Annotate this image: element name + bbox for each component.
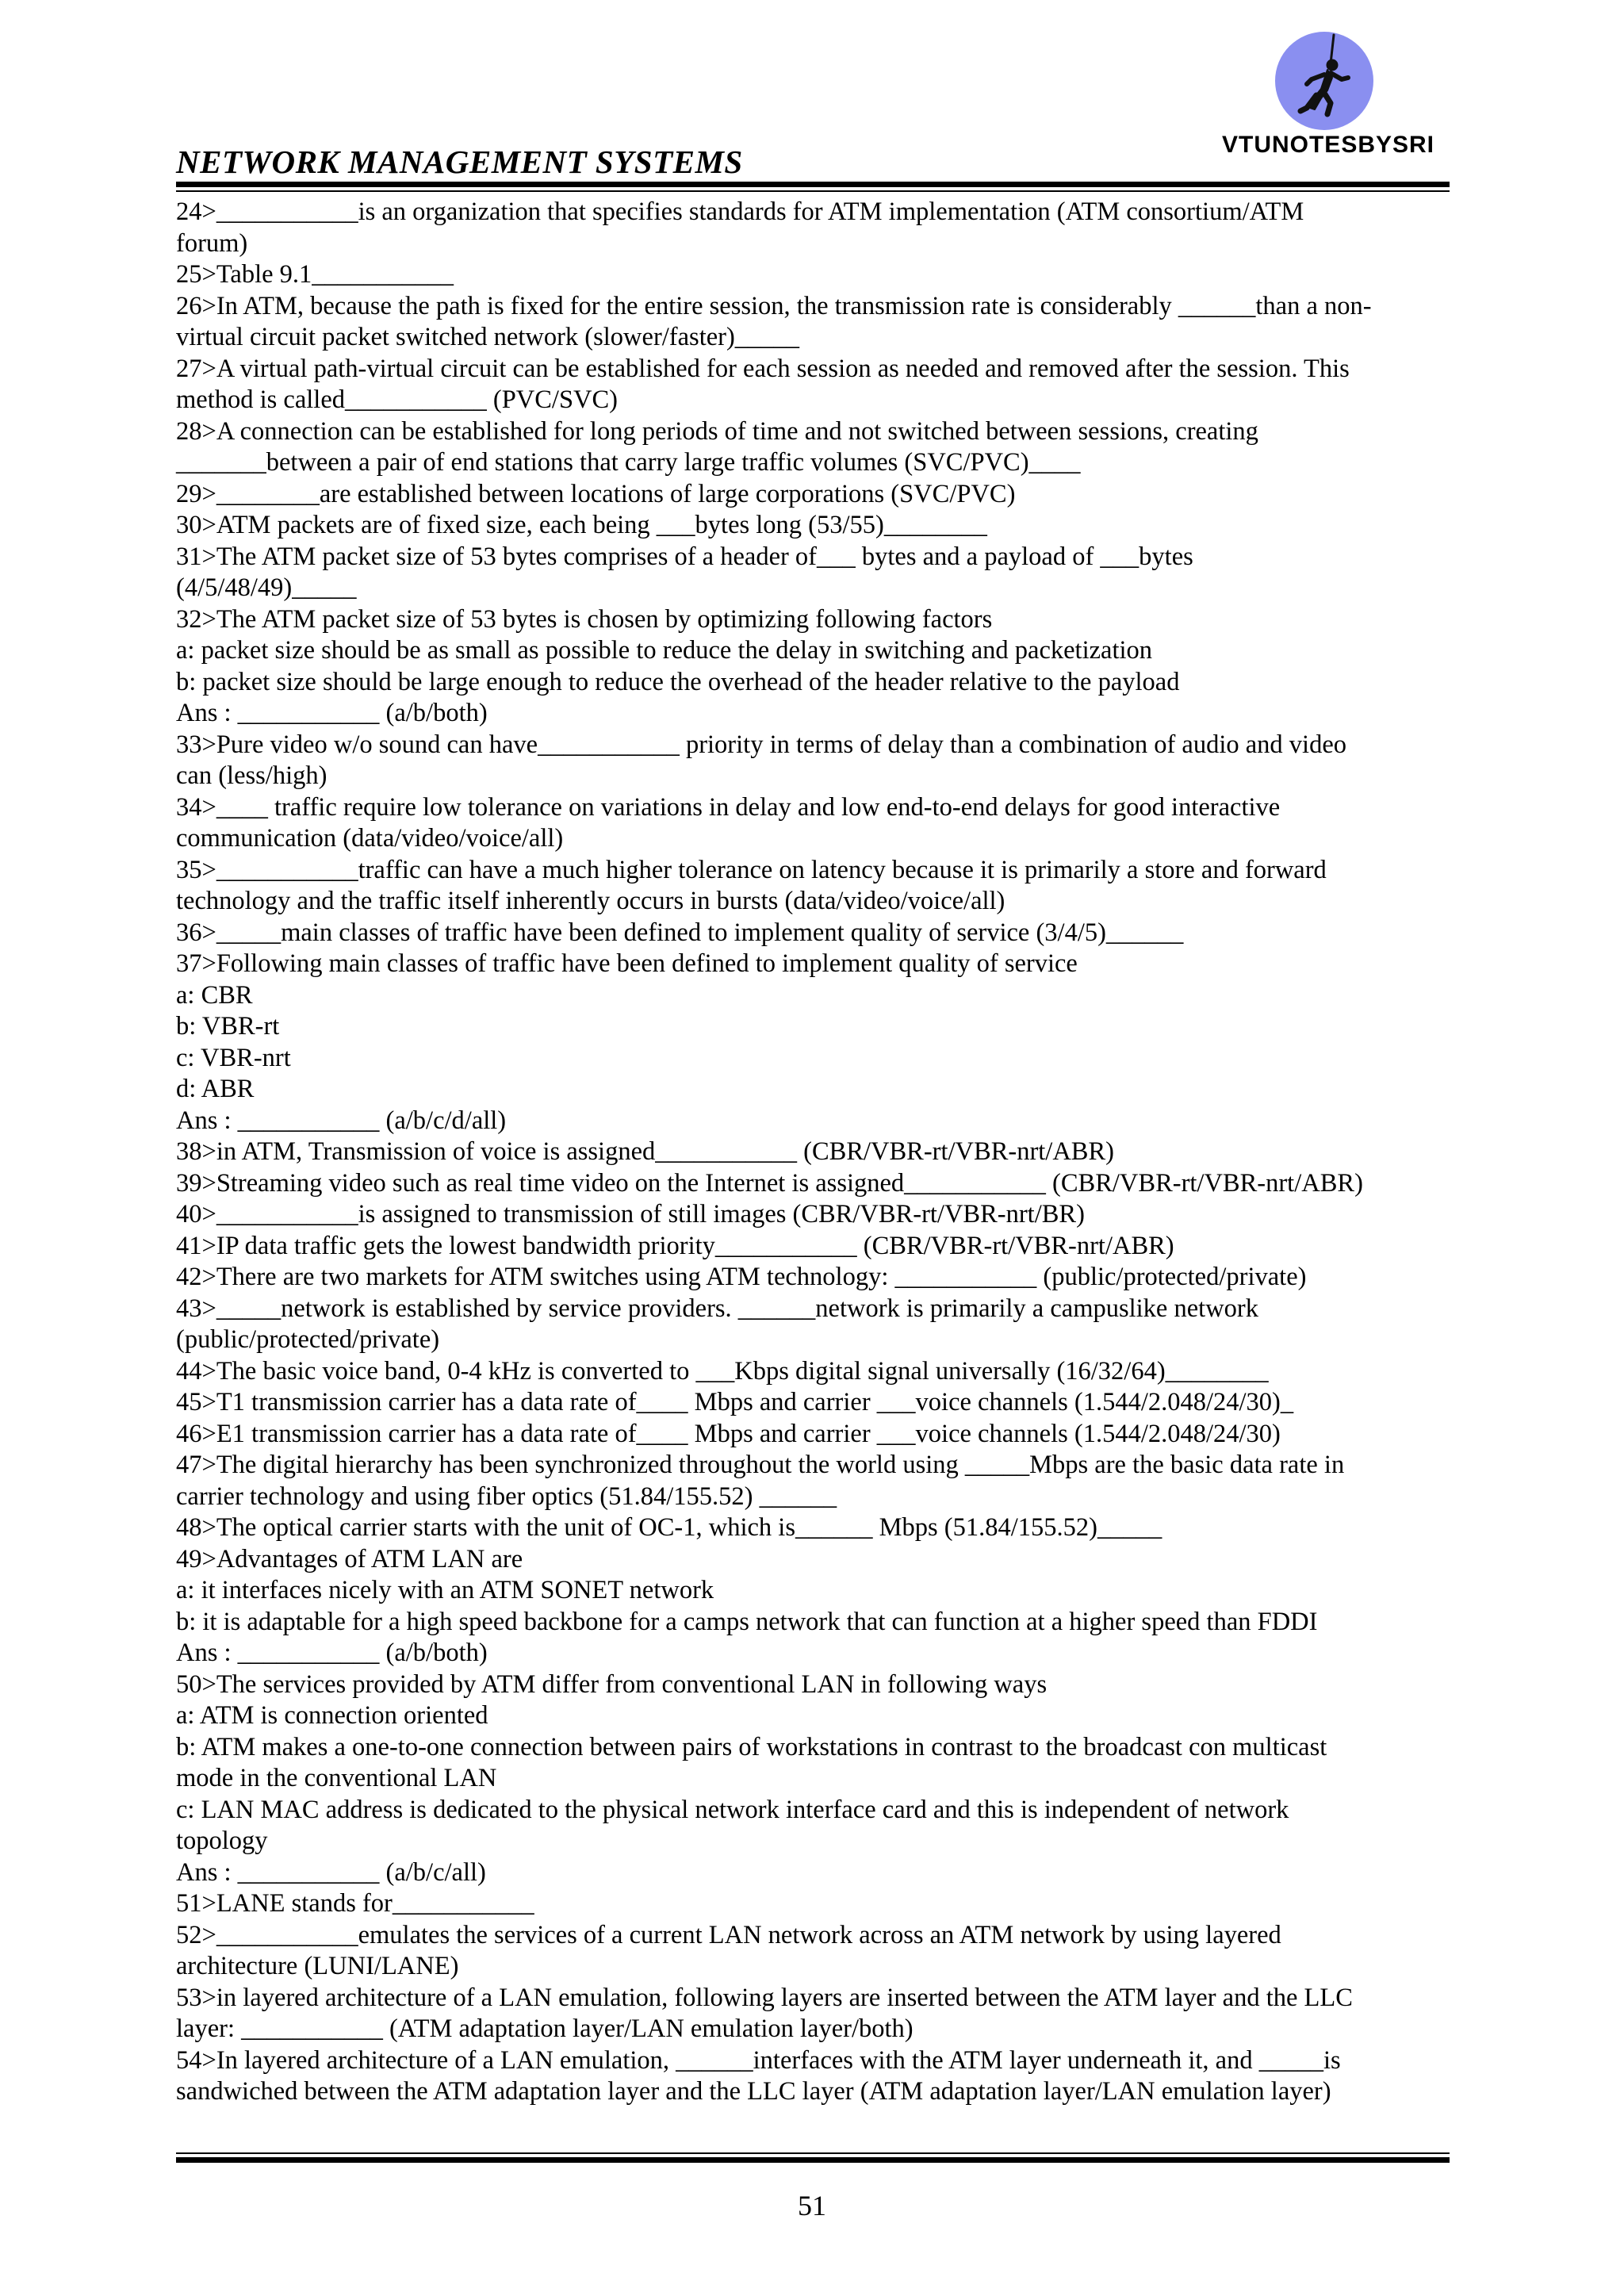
text-line: 49>Advantages of ATM LAN are [176,1544,523,1573]
text-line: c: VBR-nrt [176,1043,291,1072]
text-line: b: it is adaptable for a high speed backbone for a camps network that can function at a higher speed than FDDI [176,1607,1318,1636]
text-line: 32>The ATM packet size of 53 bytes is chosen by optimizing following factors [176,604,993,634]
footer-rule-thin [176,2152,1450,2154]
header-rule-thin [176,190,1450,192]
text-line: 54>In layered architecture of a LAN emulation, ______interfaces with the ATM layer underneath it, and _____is [176,2045,1341,2075]
text-line: communication (data/video/voice/all) [176,824,564,853]
text-line: 42>There are two markets for ATM switches using ATM technology: ___________ (public/protected/private) [176,1263,1307,1291]
climber-logo-icon [1275,32,1373,130]
text-line: 48>The optical carrier starts with the unit of OC-1, which is______ Mbps (51.84/155.52)_____ [176,1513,1162,1542]
text-line: can (less/high) [176,761,327,790]
climber-logo [1275,32,1373,130]
text-line: technology and the traffic itself inherently occurs in bursts (data/video/voice/all) [176,887,1005,915]
text-line: 31>The ATM packet size of 53 bytes comprises of a header of___ bytes and a payload of ___bytes [176,542,1193,571]
text-line: Ans : ___________ (a/b/both) [176,699,488,727]
text-line: 38>in ATM, Transmission of voice is assigned___________ (CBR/VBR-rt/VBR-nrt/ABR) [176,1137,1114,1166]
text-line: forum) [176,228,248,258]
text-line: (public/protected/private) [176,1325,440,1354]
text-line: 33>Pure video w/o sound can have___________ priority in terms of delay than a combination of audio and video [176,730,1347,759]
header-rule-thick [176,182,1450,187]
text-line: layer: ___________ (ATM adaptation layer/LAN emulation layer/both) [176,2014,914,2043]
text-line: 50>The services provided by ATM differ from conventional LAN in following ways [176,1669,1048,1699]
text-line: a: it interfaces nicely with an ATM SONET network [176,1576,714,1604]
text-line: 43>_____network is established by service providers. ______network is primarily a campuslike network [176,1294,1258,1323]
text-line: Ans : ___________ (a/b/c/all) [176,1857,486,1887]
text-line: method is called___________ (PVC/SVC) [176,385,618,414]
text-line: sandwiched between the ATM adaptation layer and the LLC layer (ATM adaptation layer/LAN emulation layer) [176,2077,1331,2106]
text-line: 45>T1 transmission carrier has a data rate of____ Mbps and carrier ___voice channels (1.544/2.048/24/30)_ [176,1388,1294,1416]
text-line: 40>___________is assigned to transmission of still images (CBR/VBR-rt/VBR-nrt/BR) [176,1200,1085,1228]
text-line: 35>___________traffic can have a much higher tolerance on latency because it is primarily a store and forward [176,855,1327,884]
text-line: 47>The digital hierarchy has been synchronized throughout the world using _____Mbps are the basic data rate in [176,1451,1345,1479]
text-line: b: VBR-rt [176,1012,280,1041]
text-line: 36>_____main classes of traffic have been defined to implement quality of service (3/4/5)______ [176,918,1184,947]
text-line: a: ATM is connection oriented [176,1701,488,1730]
text-line: virtual circuit packet switched network (slower/faster)_____ [176,323,800,351]
text-line: 26>In ATM, because the path is fixed for the entire session, the transmission rate is considerably ______than a non- [176,291,1372,320]
text-line: b: ATM makes a one-to-one connection between pairs of workstations in contrast to the broadcast con multicast [176,1732,1327,1761]
text-line: Ans : ___________ (a/b/c/d/all) [176,1106,507,1135]
text-line: 27>A virtual path-virtual circuit can be established for each session as needed and removed after the session. This [176,354,1350,383]
text-line: Ans : ___________ (a/b/both) [176,1639,488,1667]
text-line: mode in the conventional LAN [176,1764,497,1792]
document-title: NETWORK MANAGEMENT SYSTEMS [176,144,743,180]
text-line: 30>ATM packets are of fixed size, each being ___bytes long (53/55)________ [176,511,987,539]
text-line: a: packet size should be as small as possible to reduce the delay in switching and packetization [176,636,1153,665]
text-line: 46>E1 transmission carrier has a data rate of____ Mbps and carrier ___voice channels (1.544/2.048/24/30) [176,1419,1281,1448]
text-line: carrier technology and using fiber optics (51.84/155.52) ______ [176,1481,837,1511]
text-line: 39>Streaming video such as real time video on the Internet is assigned___________ (CBR/VBR-rt/VBR-nrt/ABR) [176,1168,1363,1198]
text-line: 34>____ traffic require low tolerance on variations in delay and low end-to-end delays for good interactive [176,792,1281,822]
text-line: a: CBR [176,980,253,1010]
text-line: topology [176,1826,268,1855]
text-line: 51>LANE stands for___________ [176,1889,534,1918]
text-line: (4/5/48/49)_____ [176,573,357,602]
page-number: 51 [798,2190,826,2221]
text-line: 44>The basic voice band, 0-4 kHz is converted to ___Kbps digital signal universally (16/32/64)________ [176,1356,1269,1386]
question-list [176,197,1453,2108]
footer-rule-thick [176,2157,1450,2163]
text-line: d: ABR [176,1075,255,1103]
text-line: 29>________are established between locations of large corporations (SVC/PVC) [176,479,1016,508]
text-line: 37>Following main classes of traffic have been defined to implement quality of service [176,949,1078,978]
text-line: 25>Table 9.1___________ [176,260,454,289]
text-line: 53>in layered architecture of a LAN emulation, following layers are inserted between the ATM layer and the LLC [176,1983,1353,2012]
brand-label: VTUNOTESBYSRI [1221,132,1435,158]
text-line: 41>IP data traffic gets the lowest bandwidth priority___________ (CBR/VBR-rt/VBR-nrt/ABR) [176,1231,1174,1260]
text-line: architecture (LUNI/LANE) [176,1952,459,1980]
text-line: c: LAN MAC address is dedicated to the physical network interface card and this is independent of network [176,1795,1289,1824]
text-line: _______between a pair of end stations that carry large traffic volumes (SVC/PVC)____ [176,448,1081,477]
text-line: 28>A connection can be established for long periods of time and not switched between sessions, creating [176,416,1258,446]
text-line: 52>___________emulates the services of a current LAN network across an ATM network by using layered [176,1920,1281,1949]
text-line: b: packet size should be large enough to reduce the overhead of the header relative to the payload [176,667,1180,696]
text-line: 24>___________is an organization that specifies standards for ATM implementation (ATM consortium/ATM [176,197,1304,226]
